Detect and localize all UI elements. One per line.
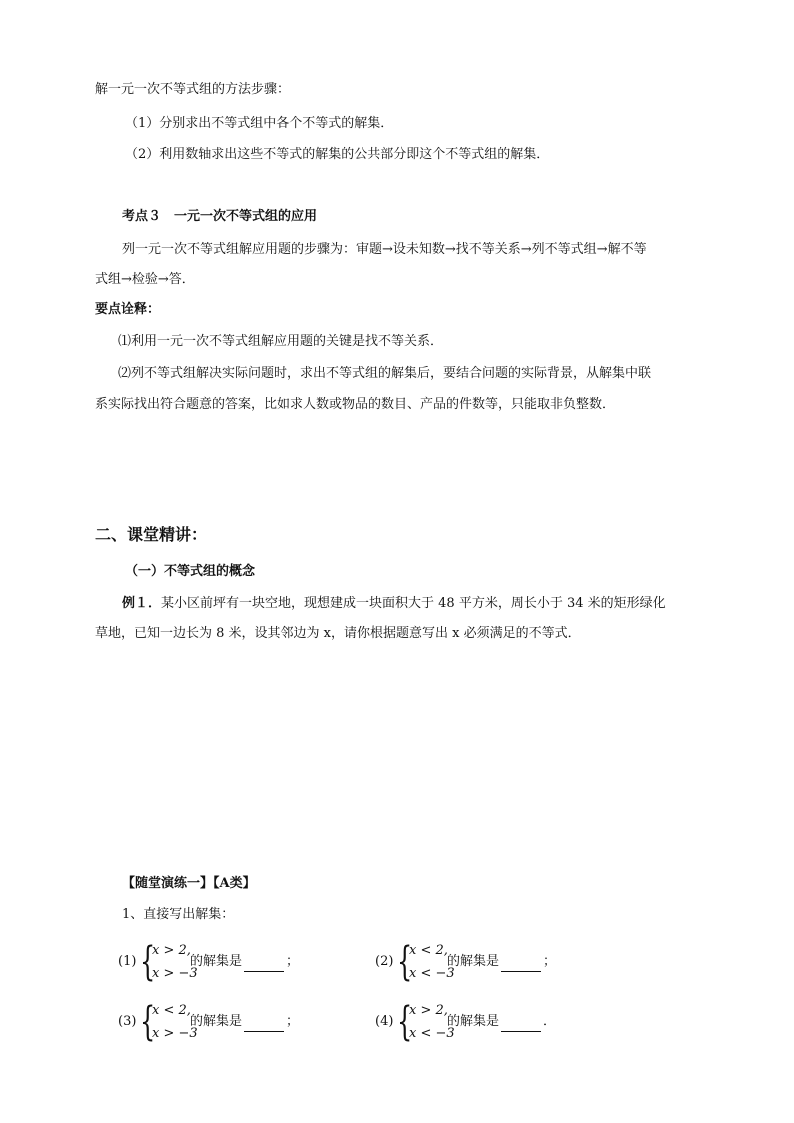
- methods-title: 解一元一次不等式组的方法步骤：: [95, 82, 291, 97]
- system-2-label: (2): [375, 954, 394, 969]
- practice-q1: 1、直接写出解集：: [122, 907, 235, 922]
- notes-item-2-line-1: ⑵列不等式组解决实际问题时，求出不等式组的解集后，要结合问题的实际背景，从解集中联: [118, 366, 652, 381]
- notes-item-2-line-2: 系实际找出符合题意的答案，比如求人数或物品的数目、产品的件数等，只能取非负整数．: [95, 397, 616, 412]
- section-2-sub-1: （一）不等式组的概念: [125, 564, 256, 579]
- system-3: [118, 997, 318, 1047]
- notes-item-1: ⑴利用一元一次不等式组解应用题的关键是找不等关系．: [118, 334, 444, 349]
- practice-title: 【随堂演练一】【A类】: [122, 876, 256, 891]
- system-4-row-1: x > 2,: [409, 1003, 448, 1018]
- system-1-label: (1): [118, 954, 137, 969]
- system-1-row-2: x > −3: [152, 966, 198, 981]
- system-2-end: ；: [543, 954, 557, 969]
- answer-blank-1[interactable]: [244, 957, 284, 972]
- example-1-line-1: [122, 594, 666, 614]
- system-4-answer: [447, 1012, 556, 1032]
- answer-blank-3[interactable]: [244, 1017, 284, 1032]
- system-4-tail: 的解集是: [447, 1014, 500, 1029]
- example-1-line-2: 草地，已知一边长为 8 米，设其邻边为 x，请你根据题意写出 x 必须满足的不等式．: [95, 626, 581, 641]
- left-brace-icon: {: [140, 999, 156, 1045]
- system-2-row-1: x < 2,: [409, 943, 448, 958]
- system-3-row-1: x < 2,: [152, 1003, 191, 1018]
- section-2-title: 二、课堂精讲：: [95, 525, 208, 544]
- example-1-label: 例１．: [122, 596, 162, 611]
- system-4-label: (4): [375, 1014, 394, 1029]
- system-1-tail: 的解集是: [190, 954, 243, 969]
- methods-step-1: （1）分别求出不等式组中各个不等式的解集．: [125, 116, 394, 131]
- left-brace-icon: {: [397, 999, 413, 1045]
- system-3-label: (3): [118, 1014, 137, 1029]
- notes-title: 要点诠释：: [95, 302, 161, 317]
- kaodian3-text-line-2: 式组→检验→答．: [95, 272, 195, 287]
- system-2-answer: [447, 952, 556, 972]
- left-brace-icon: {: [397, 939, 413, 985]
- system-2-row-2: x < −3: [409, 966, 455, 981]
- system-1-answer: [190, 952, 299, 972]
- system-3-row-2: x > −3: [152, 1026, 198, 1041]
- system-1-row-1: x > 2,: [152, 943, 191, 958]
- system-3-answer: [190, 1012, 299, 1032]
- system-3-end: ；: [286, 1014, 300, 1029]
- system-3-tail: 的解集是: [190, 1014, 243, 1029]
- example-1-text-1: 某小区前坪有一块空地，现想建成一块面积大于 48 平方米，周长小于 34 米的矩形绿化: [161, 596, 666, 611]
- methods-step-2: （2）利用数轴求出这些不等式的解集的公共部分即这个不等式组的解集．: [125, 147, 550, 162]
- system-4-end: ．: [543, 1014, 557, 1029]
- system-1-end: ；: [286, 954, 300, 969]
- system-2: [375, 937, 575, 987]
- system-2-tail: 的解集是: [447, 954, 500, 969]
- kaodian3-title: 考点３ 一元一次不等式组的应用: [122, 209, 318, 224]
- left-brace-icon: {: [140, 939, 156, 985]
- kaodian3-text-line-1: 列一元一次不等式组解应用题的步骤为：审题→设未知数→找不等关系→列不等式组→解不等: [122, 242, 647, 257]
- answer-blank-4[interactable]: [501, 1017, 541, 1032]
- system-4: [375, 997, 585, 1047]
- answer-blank-2[interactable]: [501, 957, 541, 972]
- system-1: [118, 937, 318, 987]
- system-4-row-2: x < −3: [409, 1026, 455, 1041]
